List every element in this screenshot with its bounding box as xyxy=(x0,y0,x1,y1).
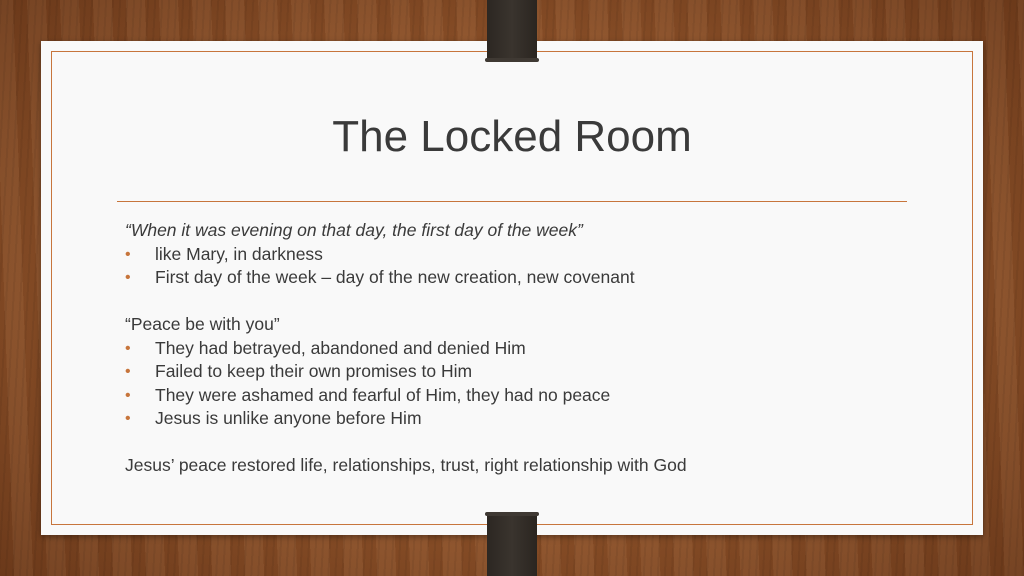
bullet-item xyxy=(125,384,905,408)
bullet-text: Jesus is unlike anyone before Him xyxy=(155,408,422,428)
binder-clip-top xyxy=(487,0,537,62)
bullet-icon: • xyxy=(125,245,131,263)
bullet-item xyxy=(125,337,905,361)
bullet-text: like Mary, in darkness xyxy=(155,243,323,264)
bullet-icon: • xyxy=(125,339,131,357)
spacer xyxy=(125,290,905,314)
bullet-icon: • xyxy=(125,363,131,380)
bullet-icon: • xyxy=(125,410,131,427)
slide-title: The Locked Room xyxy=(332,112,692,161)
slide-body xyxy=(125,219,905,478)
binder-clip-bottom xyxy=(487,512,537,576)
bullet-text: They had betrayed, abandoned and denied Him xyxy=(155,337,526,358)
title-divider xyxy=(117,201,907,202)
bullet-text: They were ashamed and fearful of Him, they had no peace xyxy=(155,384,611,405)
spacer xyxy=(125,431,905,455)
closing-statement: Jesus’ peace restored life, relationships, trust, right relationship with God xyxy=(125,455,687,475)
bullet-icon: • xyxy=(125,269,131,286)
bullet-item xyxy=(125,360,905,384)
bullet-text: First day of the week – day of the new creation, new covenant xyxy=(155,267,635,287)
bullet-item xyxy=(125,266,905,290)
bullet-icon: • xyxy=(125,386,131,404)
bullet-item xyxy=(125,243,905,267)
section1-heading: “When it was evening on that day, the first day of the week” xyxy=(125,220,583,240)
bullet-item xyxy=(125,407,905,431)
bullet-text: Failed to keep their own promises to Him xyxy=(155,361,473,381)
section2-heading: “Peace be with you” xyxy=(125,314,280,334)
